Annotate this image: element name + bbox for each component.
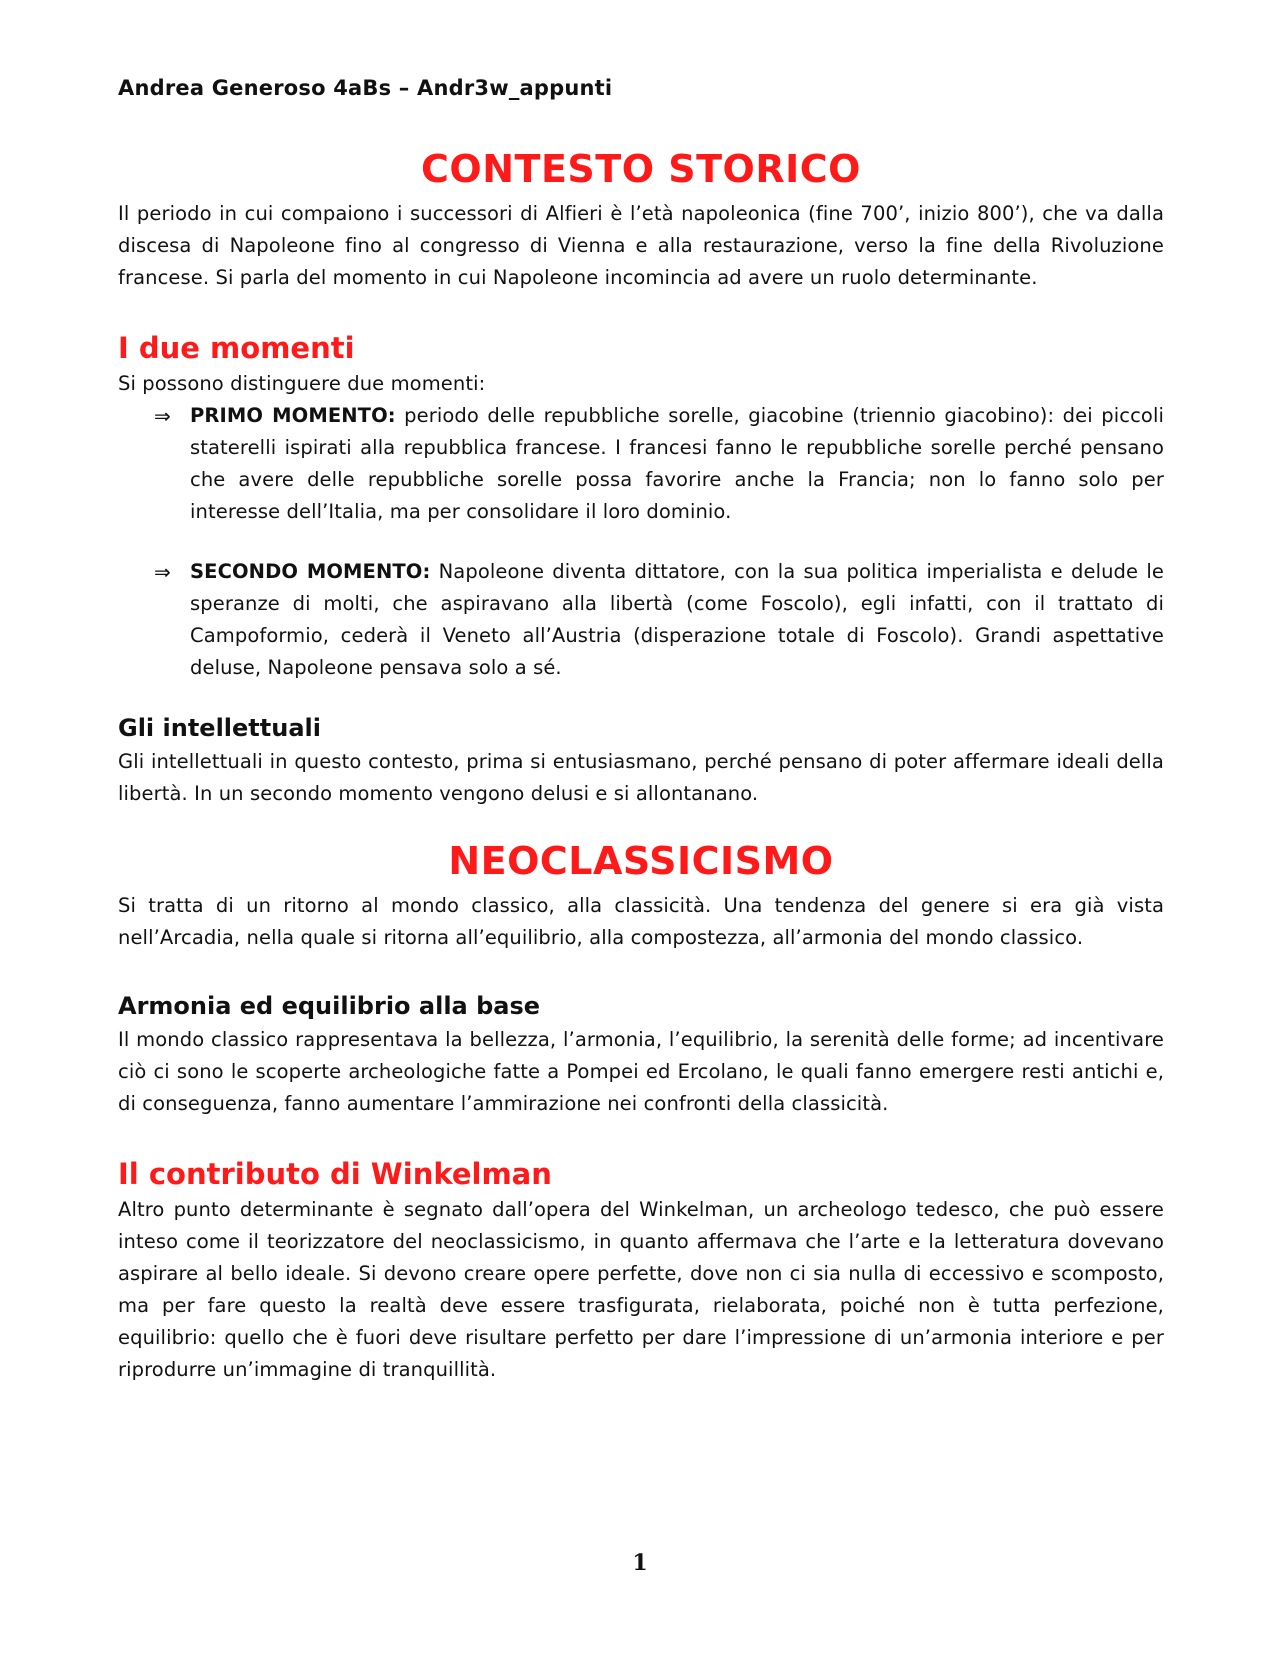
intellettuali-paragraph: Gli intellettuali in questo contesto, prima si entusiasmano, perché pensano di poter affermare ideali della libertà. In un secondo momento vengono delusi e si allontanano. [118,750,1164,805]
list-item-primo-momento [118,400,1164,528]
heading-winkelman: Il contributo di Winkelman [118,1157,552,1191]
section-title-neoclassicismo: NEOCLASSICISMO [448,839,834,883]
double-arrow-icon: ⇒ [154,404,171,428]
momenti-list [118,400,1164,684]
neoclassicismo-intro-paragraph: Si tratta di un ritorno al mondo classico, alla classicità. Una tendenza del genere si era già vista nell’Arcadia, nella quale si ritorna all’equilibrio, alla compostezza, all’armonia del mondo classico. [118,894,1164,949]
heading-intellettuali: Gli intellettuali [118,714,321,742]
list-item-secondo-momento [118,556,1164,684]
primo-momento-text: periodo delle repubbliche sorelle, giacobine (triennio giacobino): dei piccoli staterelli ispirati alla repubblica francese. I francesi fanno le repubbliche sorelle perché pensano che avere delle repubbliche sorelle possa favorire anche la Francia; non lo fanno solo per interesse dell’Italia, ma per consolidare il loro dominio. [190,404,1164,523]
page-number: 1 [632,1550,648,1576]
section-title-contesto-storico: CONTESTO STORICO [421,147,861,191]
heading-due-momenti: I due momenti [118,331,355,365]
heading-armonia: Armonia ed equilibrio alla base [118,992,541,1020]
document-page [118,74,1164,1386]
contesto-intro-paragraph: Il periodo in cui compaiono i successori di Alfieri è l’età napoleonica (fine 700’, inizio 800’), che va dalla discesa di Napoleone fino al congresso di Vienna e alla restaurazione, verso la fine della Rivoluzione francese. Si parla del momento in cui Napoleone incomincia ad avere un ruolo determinante. [118,202,1164,289]
armonia-paragraph: Il mondo classico rappresentava la bellezza, l’armonia, l’equilibrio, la serenità delle forme; ad incentivare ciò ci sono le scoperte archeologiche fatte a Pompei ed Ercolano, le quali fanno emergere resti antichi e, di conseguenza, fanno aumentare l’ammirazione nei confronti della classicità. [118,1028,1164,1115]
secondo-momento-text: Napoleone diventa dittatore, con la sua politica imperialista e delude le speranze di molti, che aspiravano alla libertà (come Foscolo), egli infatti, con il trattato di Campoformio, cederà il Veneto all’Austria (disperazione totale di Foscolo). Grandi aspettative deluse, Napoleone pensava solo a sé. [190,560,1164,679]
double-arrow-icon: ⇒ [154,560,171,584]
primo-momento-label: PRIMO MOMENTO: [190,404,396,427]
due-momenti-lead: Si possono distinguere due momenti: [118,372,486,395]
author-header: Andrea Generoso 4aBs – Andr3w_appunti [118,76,613,100]
secondo-momento-label: SECONDO MOMENTO: [190,560,431,583]
winkelman-paragraph: Altro punto determinante è segnato dall’opera del Winkelman, un archeologo tedesco, che può essere inteso come il teorizzatore del neoclassicismo, in quanto affermava che l’arte e la letteratura dovevano aspirare al bello ideale. Si devono creare opere perfette, dove non ci sia nulla di eccessivo e scomposto, ma per fare questo la realtà deve essere trasfigurata, rielaborata, poiché non è tutta perfezione, equilibrio: quello che è fuori deve risultare perfetto per dare l’impressione di un’armonia interiore e per riprodurre un’immagine di tranquillità. [118,1198,1164,1381]
